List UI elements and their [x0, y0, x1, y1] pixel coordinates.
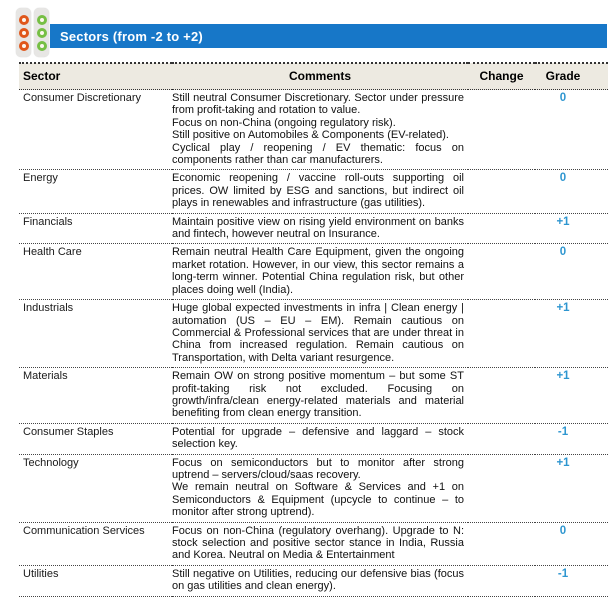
table-row	[19, 244, 608, 300]
comments-cell	[172, 213, 468, 244]
change-cell	[468, 368, 535, 424]
comment-paragraph: Still neutral Consumer Discretionary. Sector under pressure from profit-taking and rotation to value.	[172, 92, 464, 117]
change-cell	[468, 244, 535, 300]
change-cell	[468, 300, 535, 368]
grade-cell: -1	[535, 565, 608, 596]
comment-paragraph: Economic reopening / vaccine roll-outs supporting oil prices. OW limited by ESG and sanctions, but indirect oil plays in renewables and infrastructure (gas utilities).	[172, 172, 464, 210]
change-cell	[468, 454, 535, 522]
comment-paragraph: Focus on non-China (ongoing regulatory risk).	[172, 116, 396, 129]
sector-cell: Utilities	[19, 565, 172, 596]
sector-cell: Communication Services	[19, 522, 172, 565]
column-header-grade: Grade	[535, 63, 608, 90]
change-cell	[468, 90, 535, 170]
sector-cell: Energy	[19, 170, 172, 213]
comment-paragraph: Maintain positive view on rising yield environment on banks and fintech, however neutral on Insurance.	[172, 215, 464, 241]
logo-pill-green	[34, 8, 49, 57]
table-row	[19, 300, 608, 368]
table-row	[19, 423, 608, 454]
title-bar	[50, 24, 607, 48]
logo-dot-green-icon	[37, 41, 47, 51]
table-row	[19, 522, 608, 565]
comments-cell	[172, 454, 468, 522]
comments-cell	[172, 368, 468, 424]
logo	[16, 8, 49, 57]
change-cell	[468, 423, 535, 454]
comments-cell	[172, 90, 468, 170]
comment-paragraph: Remain neutral Health Care Equipment, given the ongoing market rotation. However, in our view, this sector remains a long-term winner. Potential China regulation risk, but other places doing well (India).	[172, 246, 464, 296]
comment-paragraph: Focus on non-China (regulatory overhang). Upgrade to N: stock selection and positive sector stance in India, Russia and Korea. Neutral on Media & Entertainment	[172, 524, 464, 562]
column-header-sector: Sector	[19, 63, 172, 90]
comments-cell	[172, 522, 468, 565]
grade-cell: 0	[535, 170, 608, 213]
grade-cell: +1	[535, 213, 608, 244]
grade-cell: 0	[535, 522, 608, 565]
comments-cell	[172, 565, 468, 596]
grade-cell: 0	[535, 244, 608, 300]
change-cell	[468, 565, 535, 596]
sector-cell: Financials	[19, 213, 172, 244]
table-row	[19, 90, 608, 170]
sector-cell: Health Care	[19, 244, 172, 300]
grade-cell: 0	[535, 90, 608, 170]
table-header-row	[19, 63, 608, 90]
change-cell	[468, 522, 535, 565]
sector-cell: Consumer Discretionary	[19, 90, 172, 170]
comment-paragraph: Potential for upgrade – defensive and laggard – stock selection key.	[172, 425, 464, 451]
sector-cell: Consumer Staples	[19, 423, 172, 454]
table-body	[19, 90, 608, 597]
sector-cell: Technology	[19, 454, 172, 522]
comment-paragraph: We remain neutral on Software & Services and +1 on Semiconductors & Equipment (upcycle to continue – to monitor after strong uptrend).	[172, 481, 464, 519]
table-row	[19, 170, 608, 213]
change-cell	[468, 170, 535, 213]
column-header-change: Change	[468, 63, 535, 90]
comment-paragraph: Still positive on Automobiles & Components (EV-related).	[172, 129, 449, 142]
table-row	[19, 565, 608, 596]
page-title: Sectors (from -2 to +2)	[60, 28, 203, 44]
logo-dot-orange-icon	[19, 28, 29, 38]
comment-paragraph: Huge global expected investments in infra | Clean energy | automation (US – EU – EM). Remain cautious on Commercial & Professional services that are under threat in China from increased regulation. Remain cautious on Transportation, with Delta variant resurgence.	[172, 302, 464, 364]
logo-dot-orange-icon	[19, 15, 29, 25]
comment-paragraph: Focus on semiconductors but to monitor after strong uptrend – servers/cloud/saas recovery.	[172, 456, 464, 481]
table-row	[19, 368, 608, 424]
sector-cell: Industrials	[19, 300, 172, 368]
logo-dot-orange-icon	[19, 41, 29, 51]
table-row	[19, 213, 608, 244]
comments-cell	[172, 244, 468, 300]
comment-paragraph: Cyclical play / reopening / EV thematic: focus on components rather than car manufacturers.	[172, 141, 464, 167]
logo-pill-orange	[16, 8, 31, 57]
comment-paragraph: Still negative on Utilities, reducing our defensive bias (focus on gas utilities and clean energy).	[172, 567, 464, 593]
comment-paragraph: Remain OW on strong positive momentum – but some ST profit-taking risk not excluded. Focusing on growth/infra/clean energy-related materials and material benefiting from clean energy transition.	[172, 370, 464, 420]
comments-cell	[172, 170, 468, 213]
comments-cell	[172, 423, 468, 454]
column-header-comments: Comments	[172, 63, 468, 90]
logo-dot-green-icon	[37, 28, 47, 38]
grade-cell: +1	[535, 454, 608, 522]
table-row	[19, 454, 608, 522]
sector-cell: Materials	[19, 368, 172, 424]
logo-dot-green-icon	[37, 15, 47, 25]
comments-cell	[172, 300, 468, 368]
grade-cell: +1	[535, 300, 608, 368]
grade-cell: +1	[535, 368, 608, 424]
change-cell	[468, 213, 535, 244]
sectors-table	[19, 62, 608, 597]
grade-cell: -1	[535, 423, 608, 454]
